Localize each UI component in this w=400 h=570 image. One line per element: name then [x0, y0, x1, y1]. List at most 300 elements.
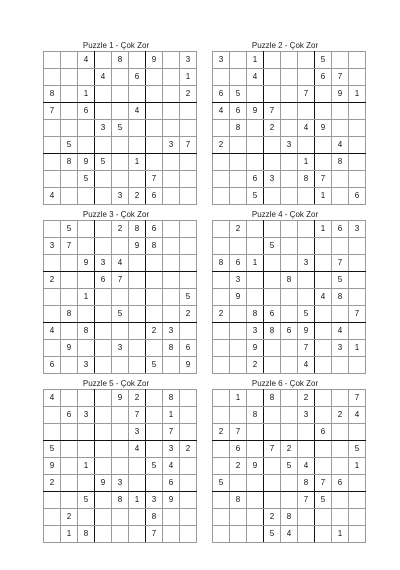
grid-cell[interactable] — [349, 357, 366, 374]
grid-cell[interactable] — [281, 407, 298, 424]
grid-cell[interactable]: 7 — [230, 424, 247, 441]
grid-cell[interactable] — [78, 340, 95, 357]
grid-cell[interactable]: 8 — [298, 171, 315, 188]
grid-cell[interactable]: 2 — [213, 424, 230, 441]
grid-cell[interactable] — [163, 221, 180, 238]
grid-cell[interactable]: 3 — [298, 407, 315, 424]
grid-cell[interactable] — [44, 137, 61, 154]
grid-cell[interactable] — [332, 188, 349, 205]
grid-cell[interactable] — [281, 424, 298, 441]
grid-cell[interactable]: 5 — [112, 306, 129, 323]
grid-cell[interactable] — [61, 69, 78, 86]
grid-cell[interactable]: 8 — [163, 390, 180, 407]
grid-cell[interactable] — [264, 154, 281, 171]
grid-cell[interactable]: 1 — [349, 340, 366, 357]
grid-cell[interactable] — [332, 390, 349, 407]
grid-cell[interactable] — [247, 509, 264, 526]
grid-cell[interactable]: 8 — [146, 509, 163, 526]
grid-cell[interactable] — [315, 390, 332, 407]
grid-cell[interactable]: 5 — [146, 458, 163, 475]
grid-cell[interactable] — [213, 526, 230, 543]
grid-cell[interactable]: 9 — [332, 86, 349, 103]
grid-cell[interactable] — [281, 103, 298, 120]
grid-cell[interactable]: 6 — [332, 221, 349, 238]
grid-cell[interactable] — [180, 323, 197, 340]
grid-cell[interactable] — [95, 188, 112, 205]
grid-cell[interactable] — [146, 289, 163, 306]
grid-cell[interactable] — [315, 407, 332, 424]
grid-cell[interactable] — [180, 103, 197, 120]
grid-cell[interactable] — [95, 289, 112, 306]
grid-cell[interactable] — [44, 509, 61, 526]
grid-cell[interactable] — [112, 526, 129, 543]
grid-cell[interactable] — [95, 238, 112, 255]
grid-cell[interactable] — [349, 171, 366, 188]
grid-cell[interactable] — [146, 475, 163, 492]
grid-cell[interactable]: 5 — [230, 86, 247, 103]
grid-cell[interactable] — [61, 52, 78, 69]
grid-cell[interactable]: 8 — [247, 306, 264, 323]
grid-cell[interactable] — [332, 509, 349, 526]
grid-cell[interactable] — [129, 86, 146, 103]
grid-cell[interactable] — [298, 69, 315, 86]
grid-cell[interactable] — [264, 458, 281, 475]
grid-cell[interactable] — [112, 137, 129, 154]
grid-cell[interactable]: 4 — [44, 323, 61, 340]
grid-cell[interactable]: 9 — [129, 238, 146, 255]
grid-cell[interactable] — [247, 238, 264, 255]
grid-cell[interactable] — [213, 407, 230, 424]
grid-cell[interactable]: 8 — [230, 492, 247, 509]
grid-cell[interactable]: 4 — [112, 255, 129, 272]
grid-cell[interactable] — [44, 289, 61, 306]
grid-cell[interactable] — [281, 69, 298, 86]
grid-cell[interactable]: 2 — [44, 272, 61, 289]
grid-cell[interactable] — [112, 69, 129, 86]
grid-cell[interactable] — [146, 272, 163, 289]
grid-cell[interactable] — [78, 238, 95, 255]
grid-cell[interactable]: 5 — [180, 289, 197, 306]
grid-cell[interactable] — [163, 357, 180, 374]
grid-cell[interactable]: 9 — [146, 52, 163, 69]
grid-cell[interactable] — [129, 323, 146, 340]
grid-cell[interactable] — [163, 238, 180, 255]
grid-cell[interactable]: 9 — [298, 323, 315, 340]
grid-cell[interactable] — [247, 492, 264, 509]
grid-cell[interactable] — [349, 424, 366, 441]
grid-cell[interactable] — [163, 86, 180, 103]
grid-cell[interactable] — [61, 323, 78, 340]
grid-cell[interactable] — [230, 407, 247, 424]
grid-cell[interactable] — [180, 390, 197, 407]
grid-cell[interactable]: 6 — [129, 69, 146, 86]
grid-cell[interactable] — [264, 407, 281, 424]
grid-cell[interactable] — [180, 120, 197, 137]
grid-cell[interactable] — [281, 86, 298, 103]
grid-cell[interactable] — [95, 424, 112, 441]
grid-cell[interactable] — [95, 137, 112, 154]
grid-cell[interactable] — [146, 103, 163, 120]
grid-cell[interactable]: 9 — [247, 103, 264, 120]
grid-cell[interactable] — [180, 272, 197, 289]
grid-cell[interactable] — [349, 154, 366, 171]
grid-cell[interactable] — [315, 340, 332, 357]
grid-cell[interactable]: 5 — [315, 492, 332, 509]
grid-cell[interactable]: 7 — [264, 441, 281, 458]
grid-cell[interactable] — [61, 424, 78, 441]
grid-cell[interactable] — [349, 475, 366, 492]
grid-cell[interactable] — [163, 69, 180, 86]
grid-cell[interactable] — [180, 154, 197, 171]
grid-cell[interactable]: 1 — [129, 154, 146, 171]
grid-cell[interactable] — [129, 272, 146, 289]
grid-cell[interactable]: 6 — [61, 407, 78, 424]
grid-cell[interactable] — [163, 509, 180, 526]
grid-cell[interactable]: 4 — [349, 407, 366, 424]
grid-cell[interactable]: 5 — [264, 526, 281, 543]
grid-cell[interactable] — [213, 238, 230, 255]
grid-cell[interactable]: 6 — [332, 475, 349, 492]
grid-cell[interactable] — [61, 272, 78, 289]
grid-cell[interactable] — [146, 441, 163, 458]
grid-cell[interactable]: 1 — [180, 69, 197, 86]
grid-cell[interactable]: 3 — [349, 221, 366, 238]
grid-cell[interactable] — [349, 120, 366, 137]
grid-cell[interactable]: 4 — [44, 188, 61, 205]
grid-cell[interactable]: 2 — [247, 357, 264, 374]
grid-cell[interactable] — [281, 221, 298, 238]
grid-cell[interactable]: 3 — [163, 441, 180, 458]
grid-cell[interactable]: 7 — [298, 340, 315, 357]
grid-cell[interactable] — [112, 86, 129, 103]
grid-cell[interactable]: 1 — [78, 458, 95, 475]
grid-cell[interactable] — [247, 390, 264, 407]
grid-cell[interactable]: 7 — [315, 171, 332, 188]
grid-cell[interactable]: 2 — [213, 306, 230, 323]
grid-cell[interactable]: 8 — [146, 238, 163, 255]
grid-cell[interactable]: 2 — [180, 306, 197, 323]
grid-cell[interactable] — [112, 458, 129, 475]
grid-cell[interactable]: 2 — [264, 120, 281, 137]
grid-cell[interactable]: 4 — [129, 103, 146, 120]
grid-cell[interactable] — [349, 103, 366, 120]
grid-cell[interactable] — [61, 441, 78, 458]
grid-cell[interactable] — [281, 238, 298, 255]
grid-cell[interactable]: 1 — [230, 390, 247, 407]
grid-cell[interactable]: 1 — [129, 492, 146, 509]
grid-cell[interactable]: 2 — [281, 441, 298, 458]
grid-cell[interactable] — [44, 120, 61, 137]
grid-cell[interactable] — [95, 52, 112, 69]
grid-cell[interactable] — [95, 390, 112, 407]
grid-cell[interactable]: 2 — [44, 475, 61, 492]
grid-cell[interactable] — [163, 120, 180, 137]
grid-cell[interactable] — [78, 120, 95, 137]
grid-cell[interactable] — [112, 509, 129, 526]
grid-cell[interactable]: 5 — [61, 221, 78, 238]
grid-cell[interactable]: 9 — [180, 357, 197, 374]
grid-cell[interactable]: 3 — [95, 120, 112, 137]
grid-cell[interactable]: 2 — [180, 86, 197, 103]
grid-cell[interactable] — [281, 188, 298, 205]
grid-cell[interactable] — [281, 120, 298, 137]
grid-cell[interactable] — [180, 255, 197, 272]
grid-cell[interactable] — [247, 120, 264, 137]
grid-cell[interactable]: 9 — [315, 120, 332, 137]
grid-cell[interactable] — [298, 238, 315, 255]
grid-cell[interactable]: 4 — [78, 52, 95, 69]
grid-cell[interactable] — [146, 407, 163, 424]
grid-cell[interactable] — [332, 492, 349, 509]
grid-cell[interactable] — [349, 289, 366, 306]
grid-cell[interactable]: 1 — [247, 52, 264, 69]
grid-cell[interactable] — [349, 492, 366, 509]
grid-cell[interactable] — [298, 52, 315, 69]
grid-cell[interactable]: 4 — [129, 441, 146, 458]
grid-cell[interactable]: 7 — [264, 103, 281, 120]
grid-cell[interactable]: 6 — [95, 272, 112, 289]
grid-cell[interactable] — [180, 188, 197, 205]
grid-cell[interactable] — [213, 323, 230, 340]
grid-cell[interactable] — [44, 424, 61, 441]
grid-cell[interactable]: 9 — [61, 340, 78, 357]
grid-cell[interactable] — [349, 526, 366, 543]
grid-cell[interactable] — [78, 137, 95, 154]
grid-cell[interactable]: 7 — [163, 424, 180, 441]
grid-cell[interactable] — [230, 154, 247, 171]
grid-cell[interactable] — [180, 238, 197, 255]
grid-cell[interactable] — [180, 221, 197, 238]
grid-cell[interactable] — [315, 154, 332, 171]
grid-cell[interactable] — [264, 52, 281, 69]
grid-cell[interactable] — [163, 188, 180, 205]
grid-cell[interactable] — [264, 188, 281, 205]
grid-cell[interactable] — [44, 306, 61, 323]
grid-cell[interactable] — [298, 137, 315, 154]
grid-cell[interactable]: 2 — [332, 407, 349, 424]
grid-cell[interactable] — [315, 441, 332, 458]
grid-cell[interactable] — [163, 171, 180, 188]
grid-cell[interactable] — [129, 475, 146, 492]
grid-cell[interactable] — [95, 221, 112, 238]
grid-cell[interactable]: 2 — [180, 441, 197, 458]
grid-cell[interactable] — [298, 526, 315, 543]
grid-cell[interactable] — [95, 86, 112, 103]
grid-cell[interactable]: 5 — [95, 154, 112, 171]
grid-cell[interactable] — [95, 357, 112, 374]
grid-cell[interactable] — [298, 424, 315, 441]
grid-cell[interactable]: 7 — [146, 171, 163, 188]
grid-cell[interactable] — [61, 475, 78, 492]
grid-cell[interactable] — [281, 171, 298, 188]
grid-cell[interactable] — [129, 357, 146, 374]
grid-cell[interactable] — [146, 306, 163, 323]
grid-cell[interactable]: 6 — [180, 340, 197, 357]
grid-cell[interactable] — [332, 120, 349, 137]
grid-cell[interactable]: 3 — [78, 357, 95, 374]
grid-cell[interactable] — [281, 492, 298, 509]
grid-cell[interactable]: 8 — [61, 154, 78, 171]
grid-cell[interactable]: 4 — [298, 458, 315, 475]
grid-cell[interactable] — [349, 509, 366, 526]
grid-cell[interactable]: 6 — [264, 306, 281, 323]
grid-cell[interactable]: 5 — [61, 137, 78, 154]
grid-cell[interactable]: 3 — [298, 255, 315, 272]
grid-cell[interactable]: 5 — [349, 441, 366, 458]
grid-cell[interactable] — [213, 441, 230, 458]
grid-cell[interactable] — [213, 357, 230, 374]
grid-cell[interactable] — [213, 171, 230, 188]
grid-cell[interactable] — [349, 323, 366, 340]
grid-cell[interactable] — [129, 458, 146, 475]
grid-cell[interactable] — [112, 407, 129, 424]
grid-cell[interactable] — [95, 306, 112, 323]
grid-cell[interactable] — [61, 289, 78, 306]
grid-cell[interactable]: 6 — [247, 171, 264, 188]
grid-cell[interactable] — [163, 306, 180, 323]
grid-cell[interactable]: 9 — [230, 289, 247, 306]
grid-cell[interactable]: 3 — [112, 188, 129, 205]
grid-cell[interactable]: 5 — [281, 458, 298, 475]
grid-cell[interactable] — [78, 306, 95, 323]
grid-cell[interactable]: 6 — [315, 69, 332, 86]
grid-cell[interactable]: 8 — [281, 272, 298, 289]
grid-cell[interactable]: 2 — [230, 458, 247, 475]
grid-cell[interactable] — [180, 407, 197, 424]
grid-cell[interactable]: 1 — [315, 221, 332, 238]
grid-cell[interactable]: 1 — [78, 86, 95, 103]
grid-cell[interactable] — [44, 407, 61, 424]
grid-cell[interactable] — [213, 289, 230, 306]
grid-cell[interactable] — [264, 255, 281, 272]
grid-cell[interactable] — [332, 171, 349, 188]
grid-cell[interactable] — [44, 154, 61, 171]
grid-cell[interactable] — [61, 255, 78, 272]
grid-cell[interactable] — [315, 255, 332, 272]
grid-cell[interactable]: 4 — [315, 289, 332, 306]
grid-cell[interactable] — [213, 120, 230, 137]
grid-cell[interactable] — [264, 221, 281, 238]
grid-cell[interactable]: 7 — [61, 238, 78, 255]
grid-cell[interactable]: 5 — [146, 357, 163, 374]
grid-cell[interactable] — [95, 340, 112, 357]
grid-cell[interactable] — [146, 86, 163, 103]
grid-cell[interactable]: 3 — [247, 323, 264, 340]
grid-cell[interactable] — [112, 323, 129, 340]
grid-cell[interactable]: 9 — [112, 390, 129, 407]
grid-cell[interactable] — [230, 526, 247, 543]
grid-cell[interactable] — [129, 289, 146, 306]
grid-cell[interactable] — [349, 137, 366, 154]
grid-cell[interactable] — [213, 509, 230, 526]
grid-cell[interactable] — [247, 137, 264, 154]
grid-cell[interactable] — [163, 154, 180, 171]
grid-cell[interactable] — [61, 103, 78, 120]
grid-cell[interactable] — [61, 458, 78, 475]
grid-cell[interactable] — [112, 357, 129, 374]
grid-cell[interactable] — [281, 475, 298, 492]
grid-cell[interactable] — [247, 526, 264, 543]
grid-cell[interactable] — [112, 289, 129, 306]
grid-cell[interactable]: 8 — [112, 52, 129, 69]
grid-cell[interactable] — [230, 509, 247, 526]
grid-cell[interactable]: 4 — [298, 120, 315, 137]
grid-cell[interactable]: 9 — [95, 475, 112, 492]
grid-cell[interactable]: 7 — [146, 526, 163, 543]
grid-cell[interactable]: 8 — [78, 323, 95, 340]
grid-cell[interactable] — [180, 458, 197, 475]
grid-cell[interactable]: 2 — [146, 323, 163, 340]
grid-cell[interactable] — [213, 221, 230, 238]
grid-cell[interactable] — [281, 357, 298, 374]
grid-cell[interactable] — [180, 475, 197, 492]
grid-cell[interactable] — [230, 475, 247, 492]
grid-cell[interactable]: 5 — [264, 238, 281, 255]
grid-cell[interactable] — [129, 526, 146, 543]
grid-cell[interactable] — [264, 69, 281, 86]
grid-cell[interactable] — [44, 255, 61, 272]
grid-cell[interactable]: 6 — [213, 86, 230, 103]
grid-cell[interactable] — [332, 52, 349, 69]
grid-cell[interactable]: 9 — [78, 154, 95, 171]
grid-cell[interactable] — [44, 52, 61, 69]
grid-cell[interactable]: 8 — [129, 221, 146, 238]
grid-cell[interactable]: 2 — [230, 221, 247, 238]
grid-cell[interactable]: 3 — [44, 238, 61, 255]
grid-cell[interactable] — [315, 238, 332, 255]
grid-cell[interactable] — [315, 306, 332, 323]
grid-cell[interactable]: 3 — [95, 255, 112, 272]
grid-cell[interactable] — [180, 424, 197, 441]
grid-cell[interactable]: 7 — [298, 86, 315, 103]
grid-cell[interactable]: 7 — [129, 407, 146, 424]
grid-cell[interactable] — [264, 475, 281, 492]
grid-cell[interactable] — [44, 171, 61, 188]
grid-cell[interactable]: 4 — [332, 323, 349, 340]
grid-cell[interactable] — [230, 357, 247, 374]
grid-cell[interactable] — [129, 171, 146, 188]
grid-cell[interactable]: 5 — [213, 475, 230, 492]
grid-cell[interactable]: 6 — [146, 188, 163, 205]
grid-cell[interactable]: 1 — [298, 154, 315, 171]
grid-cell[interactable] — [213, 390, 230, 407]
grid-cell[interactable]: 2 — [61, 509, 78, 526]
grid-cell[interactable]: 5 — [247, 188, 264, 205]
grid-cell[interactable]: 6 — [146, 221, 163, 238]
grid-cell[interactable] — [95, 526, 112, 543]
grid-cell[interactable]: 6 — [78, 103, 95, 120]
grid-cell[interactable] — [213, 340, 230, 357]
grid-cell[interactable] — [129, 255, 146, 272]
grid-cell[interactable] — [180, 526, 197, 543]
grid-cell[interactable] — [247, 475, 264, 492]
grid-cell[interactable] — [213, 492, 230, 509]
grid-cell[interactable] — [298, 103, 315, 120]
grid-cell[interactable] — [146, 255, 163, 272]
grid-cell[interactable] — [298, 272, 315, 289]
grid-cell[interactable]: 5 — [315, 52, 332, 69]
grid-cell[interactable] — [163, 103, 180, 120]
grid-cell[interactable]: 6 — [281, 323, 298, 340]
grid-cell[interactable]: 8 — [281, 509, 298, 526]
grid-cell[interactable]: 7 — [349, 390, 366, 407]
grid-cell[interactable] — [112, 154, 129, 171]
grid-cell[interactable] — [315, 323, 332, 340]
grid-cell[interactable] — [163, 272, 180, 289]
grid-cell[interactable] — [315, 509, 332, 526]
grid-cell[interactable] — [264, 86, 281, 103]
grid-cell[interactable] — [61, 120, 78, 137]
